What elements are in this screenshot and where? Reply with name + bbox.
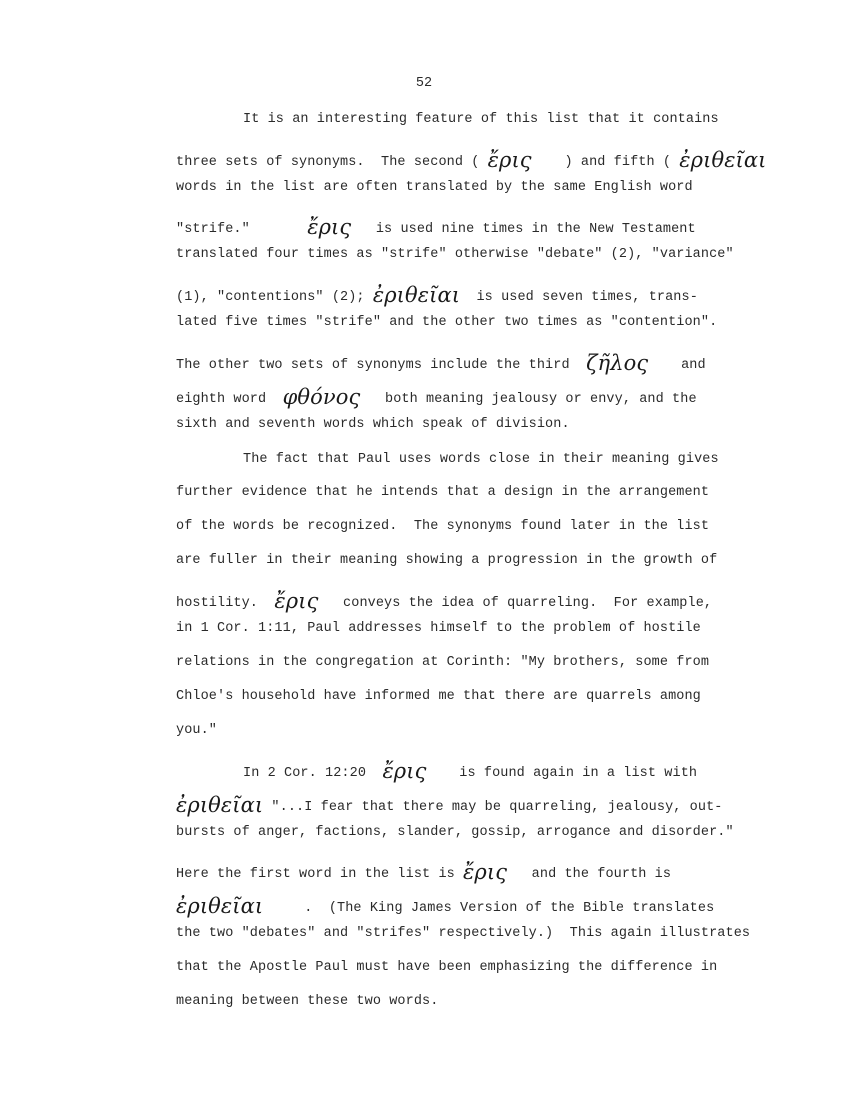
greek-word-zelos: ζῆλος bbox=[586, 351, 649, 375]
text-line: hostility. ἔρις conveys the idea of quarreling. For example, bbox=[176, 589, 713, 613]
text-line: In 2 Cor. 12:20 ἔρις is found again in a list with bbox=[243, 759, 698, 783]
greek-word-phthonos: φθόνος bbox=[282, 385, 361, 409]
text-line: relations in the congregation at Corinth: "My brothers, some from bbox=[176, 655, 710, 670]
greek-word-eris: ἔρις bbox=[307, 215, 352, 239]
text-line: ἐριθεῖαι "...I fear that there may be quarreling, jealousy, out- bbox=[176, 793, 723, 817]
greek-word-eris: ἔρις bbox=[382, 759, 427, 783]
text-line: bursts of anger, factions, slander, gossip, arrogance and disorder." bbox=[176, 825, 734, 840]
text-line: The fact that Paul uses words close in their meaning gives bbox=[243, 452, 719, 467]
text-line: the two "debates" and "strifes" respectively.) This again illustrates bbox=[176, 926, 751, 941]
page-number: 52 bbox=[415, 76, 433, 91]
text-line: (1), "contentions" (2); ἐριθεῖαι is used seven times, trans- bbox=[176, 283, 698, 307]
greek-word-eritheiai: ἐριθεῖαι bbox=[176, 894, 264, 918]
text-line: eighth word φθόνος both meaning jealousy or envy, and the bbox=[176, 385, 697, 409]
text-line: words in the list are often translated by the same English word bbox=[176, 180, 693, 195]
greek-word-eris: ἔρις bbox=[463, 860, 508, 884]
text-line: three sets of synonyms. The second ( ἔρις ) and fifth ( ἐριθεῖαι bbox=[176, 148, 767, 172]
text-line: further evidence that he intends that a design in the arrangement bbox=[176, 485, 710, 500]
text-line: The other two sets of synonyms include the third ζῆλος and bbox=[176, 351, 706, 375]
greek-word-eris: ἔρις bbox=[274, 589, 319, 613]
greek-word-eris: ἔρις bbox=[487, 148, 532, 172]
text-line: ἐριθεῖαι . (The King James Version of the Bible translates bbox=[176, 894, 715, 918]
text-line: in 1 Cor. 1:11, Paul addresses himself to the problem of hostile bbox=[176, 621, 701, 636]
text-line: you." bbox=[176, 723, 218, 738]
text-line: sixth and seventh words which speak of division. bbox=[176, 417, 570, 432]
text-line: lated five times "strife" and the other two times as "contention". bbox=[176, 315, 718, 330]
text-line: Here the first word in the list is ἔρις and the fourth is bbox=[176, 860, 672, 884]
text-line: It is an interesting feature of this list that it contains bbox=[243, 112, 719, 127]
text-line: that the Apostle Paul must have been emphasizing the difference in bbox=[176, 960, 718, 975]
greek-word-eritheiai: ἐριθεῖαι bbox=[372, 283, 461, 307]
text-line: meaning between these two words. bbox=[176, 994, 439, 1009]
greek-word-eritheiai: ἐριθεῖαι bbox=[679, 148, 767, 172]
text-line: "strife." ἔρις is used nine times in the New Testament bbox=[176, 215, 696, 239]
greek-word-eritheiai: ἐριθεῖαι bbox=[176, 793, 264, 817]
text-line: translated four times as "strife" otherwise "debate" (2), "variance" bbox=[176, 247, 734, 262]
text-line: of the words be recognized. The synonyms found later in the list bbox=[176, 519, 710, 534]
text-line: Chloe's household have informed me that there are quarrels among bbox=[176, 689, 701, 704]
text-line: are fuller in their meaning showing a progression in the growth of bbox=[176, 553, 718, 568]
